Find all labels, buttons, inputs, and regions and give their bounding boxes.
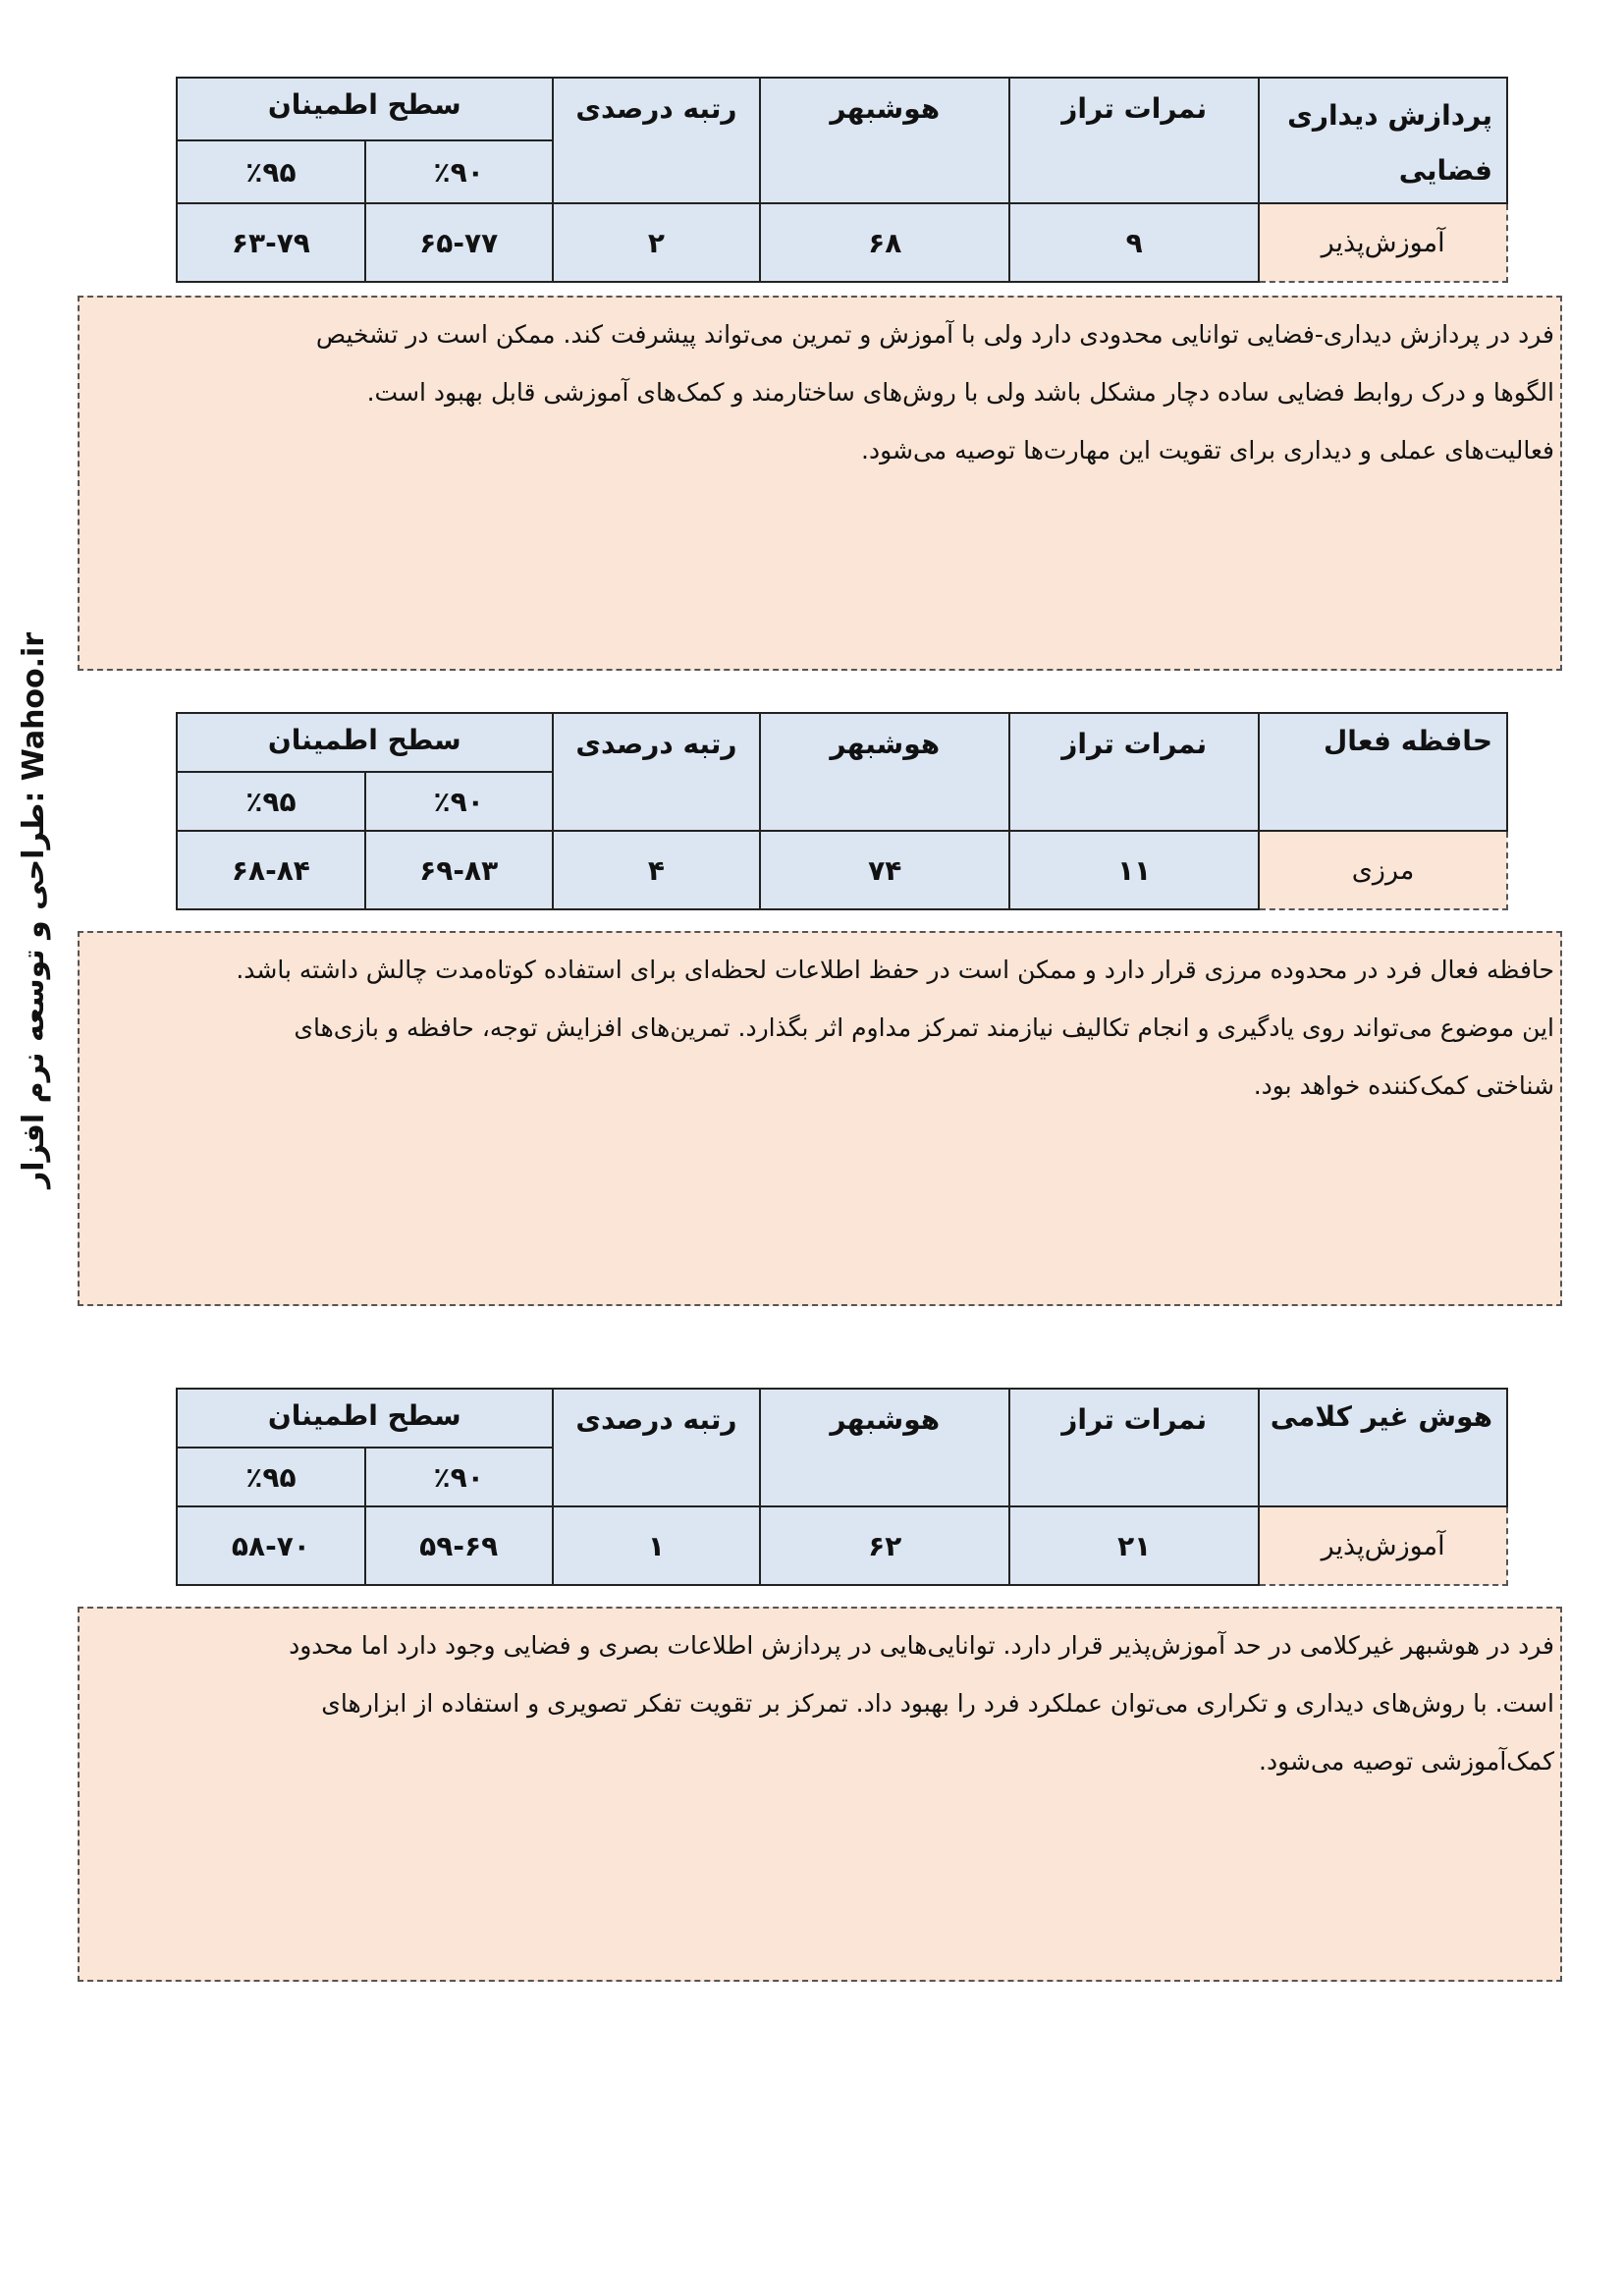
level-cell: آموزش‌پذیر [1259, 203, 1507, 282]
header-ci95: ٪۹۵ [177, 1448, 365, 1506]
domain-title-line2: فضایی [1398, 154, 1492, 187]
domain-title [1259, 78, 1507, 203]
ci90-value: ۵۹-۶۹ [365, 1506, 553, 1585]
header-iq: هوشبهر [760, 713, 1009, 831]
side-credit [5, 631, 64, 1188]
iq-value: ۷۴ [760, 831, 1009, 909]
header-ci90: ٪۹۰ [365, 140, 553, 203]
ci95-value: ۶۸-۸۴ [177, 831, 365, 909]
scores-table-visual-spatial [176, 77, 1508, 283]
scores-table-working-memory [176, 712, 1508, 910]
percentile-value: ۲ [553, 203, 761, 282]
domain-title [1259, 713, 1507, 831]
domain-title [1259, 1389, 1507, 1506]
header-ci90: ٪۹۰ [365, 1448, 553, 1506]
header-ci90: ٪۹۰ [365, 772, 553, 831]
header-confidence: سطح اطمینان [177, 78, 553, 140]
percentile-value: ۱ [553, 1506, 761, 1585]
header-scaled: نمرات تراز [1009, 78, 1259, 203]
header-ci95: ٪۹۵ [177, 772, 365, 831]
header-iq: هوشبهر [760, 1389, 1009, 1506]
header-percentile: رتبه درصدی [553, 78, 761, 203]
iq-value: ۶۸ [760, 203, 1009, 282]
domain-title-line1: حافظه فعال [1324, 725, 1492, 757]
level-cell: مرزی [1259, 831, 1507, 909]
description-box: حافظه فعال فرد در محدوده مرزی قرار دارد و ممکن است در حفظ اطلاعات لحظه‌ای برای استفاده کوتاه‌مدت چالش داشته باشد. این موضوع می‌تواند روی یادگیری و انجام تکالیف نیازمند تمرکز مداوم اثر بگذارد. تمرین‌های افزایش توجه، حافظه و بازی‌های شناختی کمک‌کننده خواهد بود. [78, 931, 1562, 1306]
percentile-value: ۴ [553, 831, 761, 909]
description-box: فرد در پردازش دیداری-فضایی توانایی محدودی دارد ولی با آموزش و تمرین می‌تواند پیشرفت کند. ممکن است در تشخیص الگوها و درک روابط فضایی ساده دچار مشکل باشد ولی با روش‌های ساختارمند و کمک‌های آموزشی قابل بهبود است. فعالیت‌های عملی و دیداری برای تقویت این مهارت‌ها توصیه می‌شود. [78, 296, 1562, 671]
header-scaled: نمرات تراز [1009, 713, 1259, 831]
ci90-value: ۶۵-۷۷ [365, 203, 553, 282]
header-percentile: رتبه درصدی [553, 713, 761, 831]
side-credit-prefix: طراحی و توسعه نرم افزار: [17, 791, 51, 1188]
scaled-value: ۱۱ [1009, 831, 1259, 909]
level-cell: آموزش‌پذیر [1259, 1506, 1507, 1585]
scaled-value: ۲۱ [1009, 1506, 1259, 1585]
domain-title-line1: پردازش دیداری [1287, 99, 1492, 132]
header-percentile: رتبه درصدی [553, 1389, 761, 1506]
header-ci95: ٪۹۵ [177, 140, 365, 203]
header-scaled: نمرات تراز [1009, 1389, 1259, 1506]
ci90-value: ۶۹-۸۳ [365, 831, 553, 909]
header-confidence: سطح اطمینان [177, 713, 553, 772]
header-iq: هوشبهر [760, 78, 1009, 203]
ci95-value: ۵۸-۷۰ [177, 1506, 365, 1585]
scores-table-nonverbal [176, 1388, 1508, 1586]
iq-value: ۶۲ [760, 1506, 1009, 1585]
description-box: فرد در هوشبهر غیرکلامی در حد آموزش‌پذیر قرار دارد. توانایی‌هایی در پردازش اطلاعات بصری و فضایی وجود دارد اما محدود است. با روش‌های دیداری و تکراری می‌توان عملکرد فرد را بهبود داد. تمرکز بر تقویت تفکر تصویری و استفاده از ابزارهای کمک‌آموزشی توصیه می‌شود. [78, 1607, 1562, 1982]
ci95-value: ۶۳-۷۹ [177, 203, 365, 282]
scaled-value: ۹ [1009, 203, 1259, 282]
domain-title-line1: هوش غیر کلامی [1270, 1400, 1492, 1433]
side-credit-site: Wahoo.ir [17, 631, 51, 782]
header-confidence: سطح اطمینان [177, 1389, 553, 1448]
